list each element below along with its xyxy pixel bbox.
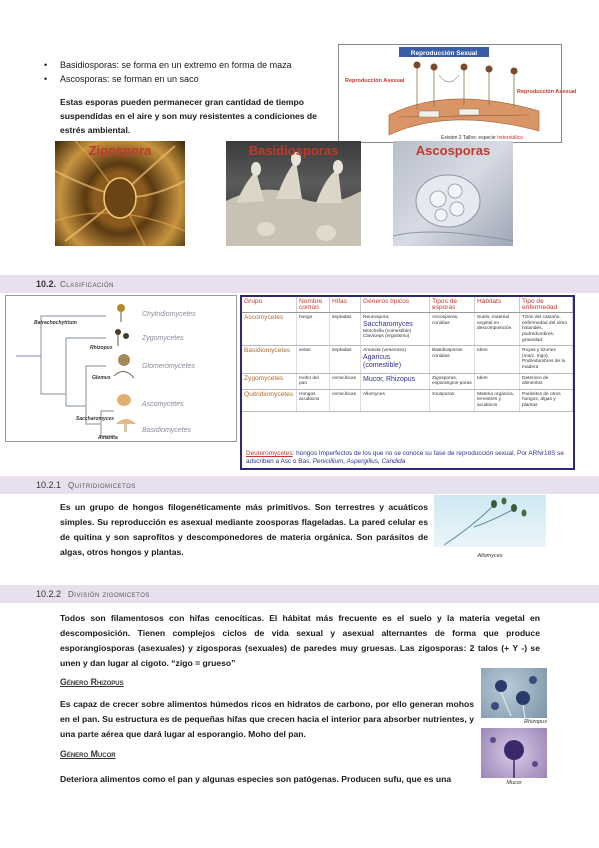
header-hifas: Hifas	[330, 297, 361, 313]
genero-rhizopus-heading: Género Rhizopus	[60, 677, 124, 687]
header-habitats: Hábitats	[475, 297, 520, 313]
allomyces-caption: Allomyces	[477, 553, 503, 559]
header-nombre: Nombre común	[297, 297, 330, 313]
leaf-glomeromycetes: Glomeromycetes	[142, 363, 195, 370]
leaf-zygomycetes: Zygomycetes	[142, 335, 184, 342]
intro-paragraph: Estas esporas pueden permanecer gran cantidad de tiempo suspendidas en el aire y son muy resistentes a condiciones de estrés ambiental.	[60, 97, 317, 135]
table-row: Basidiomycetes setas septadas Amanita (venenoso) Agaricus (comestible) Basidiosporas conidias Idem Royas y tizones (maíz, trigo). Podredumbres de la madera	[242, 346, 573, 373]
mucor-paragraph: Deteriora alimentos como el pan y algunas especies son patógenas. Producen sufu, que es una	[60, 774, 452, 784]
table-row: Ascomycetes hongo septadas Neurospora; Saccharomyces Morchella (comestible) Claviceps (ergotismo) Ascosporas, conidias Suelo, material vegetal en descomposición Tizón del castaño, enfermedad del olmo holandés, podredumbres, gravedad	[242, 313, 573, 346]
ascosporas-photo	[393, 141, 513, 246]
ascosporas-label: Ascosporas	[415, 143, 491, 158]
header-enfermedad: Tipo de enfermedad	[520, 297, 573, 313]
classification-table	[240, 295, 575, 470]
asexual-right-label: Reproducción Asexual	[517, 89, 577, 95]
organism-glomus: Glomus	[92, 375, 111, 381]
bullet-ascosporas: • Ascosporas: se forman en un saco	[44, 72, 334, 86]
header-esporas: Tipos de esporas	[430, 297, 475, 313]
leaf-ascomycetes: Ascomycetes	[142, 401, 184, 408]
section-title: División zigomicetos	[68, 590, 150, 599]
sexual-repro-label: Reproducción Sexual	[410, 50, 478, 57]
leaf-chytridiomycetes: Chytridiomycetes	[142, 311, 196, 318]
genero-mucor-heading: Género Mucor	[60, 749, 116, 759]
section-number: 10.2.1	[36, 480, 62, 490]
section-title: Quitridiomicetos	[68, 481, 136, 490]
section-header-zigomicetos	[0, 585, 599, 603]
reproduction-diagram	[338, 44, 577, 143]
rhizopus-paragraph: Es capaz de crecer sobre alimentos húmedos ricos en hidratos de carbono, por ello generan mohos en el pan. Su estructura es de pequeñas hifas que crecen hacia el interior para absorber nutrientes, y una parte aérea que dará lugar al esporangio. Moho del pan.	[60, 699, 474, 739]
table-row: Zygomycetes moho del pan cenocíticas Mucor, Rhizopus Zigosporas, esporangios-poras Idem Deterioro de alimentos	[242, 373, 573, 389]
rhizopus-photo	[481, 668, 547, 718]
section-number: 10.2.	[36, 279, 57, 289]
zigomicetos-paragraph: Todos son filamentosos con hifas cenocíticas. El hábitat más frecuente es el suelo y la materia vegetal en descomposición. Tienen complejos ciclos de vida sexual y asexual alternantes de forma que produce esporangiosporas (asexuales) y zigosporas (sexuales) de paredes muy gruesas. Las zigosporas: 2 talos (+ Y -) se unen y dan lugar al cigoto. “zigo = grueso”	[60, 613, 540, 668]
organism-amanita: Amanita	[98, 435, 118, 441]
section-title: Clasificación	[60, 280, 114, 289]
spore-bullet-list	[44, 58, 334, 86]
header-generos: Géneros típicos	[361, 297, 430, 313]
mucor-photo	[481, 728, 547, 778]
organism-saccharomyces: Saccharomyces	[76, 416, 115, 422]
organism-batrachochytrium: Batrachochytrium	[34, 320, 77, 326]
section-number: 10.2.2	[36, 589, 62, 599]
diagram-caption: Existen 2 Tallos: especie heterotálica	[441, 135, 523, 141]
mucor-caption: Mucor	[506, 780, 522, 786]
allomyces-photo	[434, 495, 546, 547]
table-row: Quitridiomycetes Hongos acuáticos cenocíticas Allomyces zoosporas Materia orgánica, terrestres y acuáticos Parásitos de otros hongos, algas y plantas	[242, 389, 573, 411]
asexual-left-label: Reproducción Asexual	[345, 78, 405, 84]
basidiosporas-photo	[226, 141, 361, 246]
section-header-quitridiomicetos	[0, 476, 599, 494]
rhizopus-caption: Rhizopus	[524, 719, 547, 725]
deuteromycetes-note: Deuteromycetes: hongos Imperfectos de los que no se conoce su fase de reproducción sexual. Por ARNr18S se adscriben a Asc o Bas. Penicillium, Aspergillus, Candida	[246, 450, 564, 465]
zigospora-label: Zigospora	[88, 143, 152, 158]
header-grupo: Grupo	[242, 297, 297, 313]
organism-rhizopus: Rhizopus	[90, 345, 113, 351]
basidiosporas-label: Basidiosporas	[248, 143, 339, 158]
quitridio-paragraph: Es un grupo de hongos filogenéticamente más primitivos. Son terrestres y acuáticos simples. Su reproducción es asexual mediante zoosporas flageladas. La pared celular es de quitina y son saprofitos y descomponedores de materia orgánica. Son parásitos de algas, otros hongos y plantas.	[60, 502, 428, 557]
zigospora-photo	[55, 141, 185, 246]
bullet-basidiosporas: • Basidiosporas: se forma en un extremo en forma de maza	[44, 58, 334, 72]
leaf-basidiomycetes: Basidiomycetes	[142, 427, 192, 434]
section-header-clasificacion	[0, 275, 599, 293]
phylogenetic-tree	[5, 295, 237, 442]
